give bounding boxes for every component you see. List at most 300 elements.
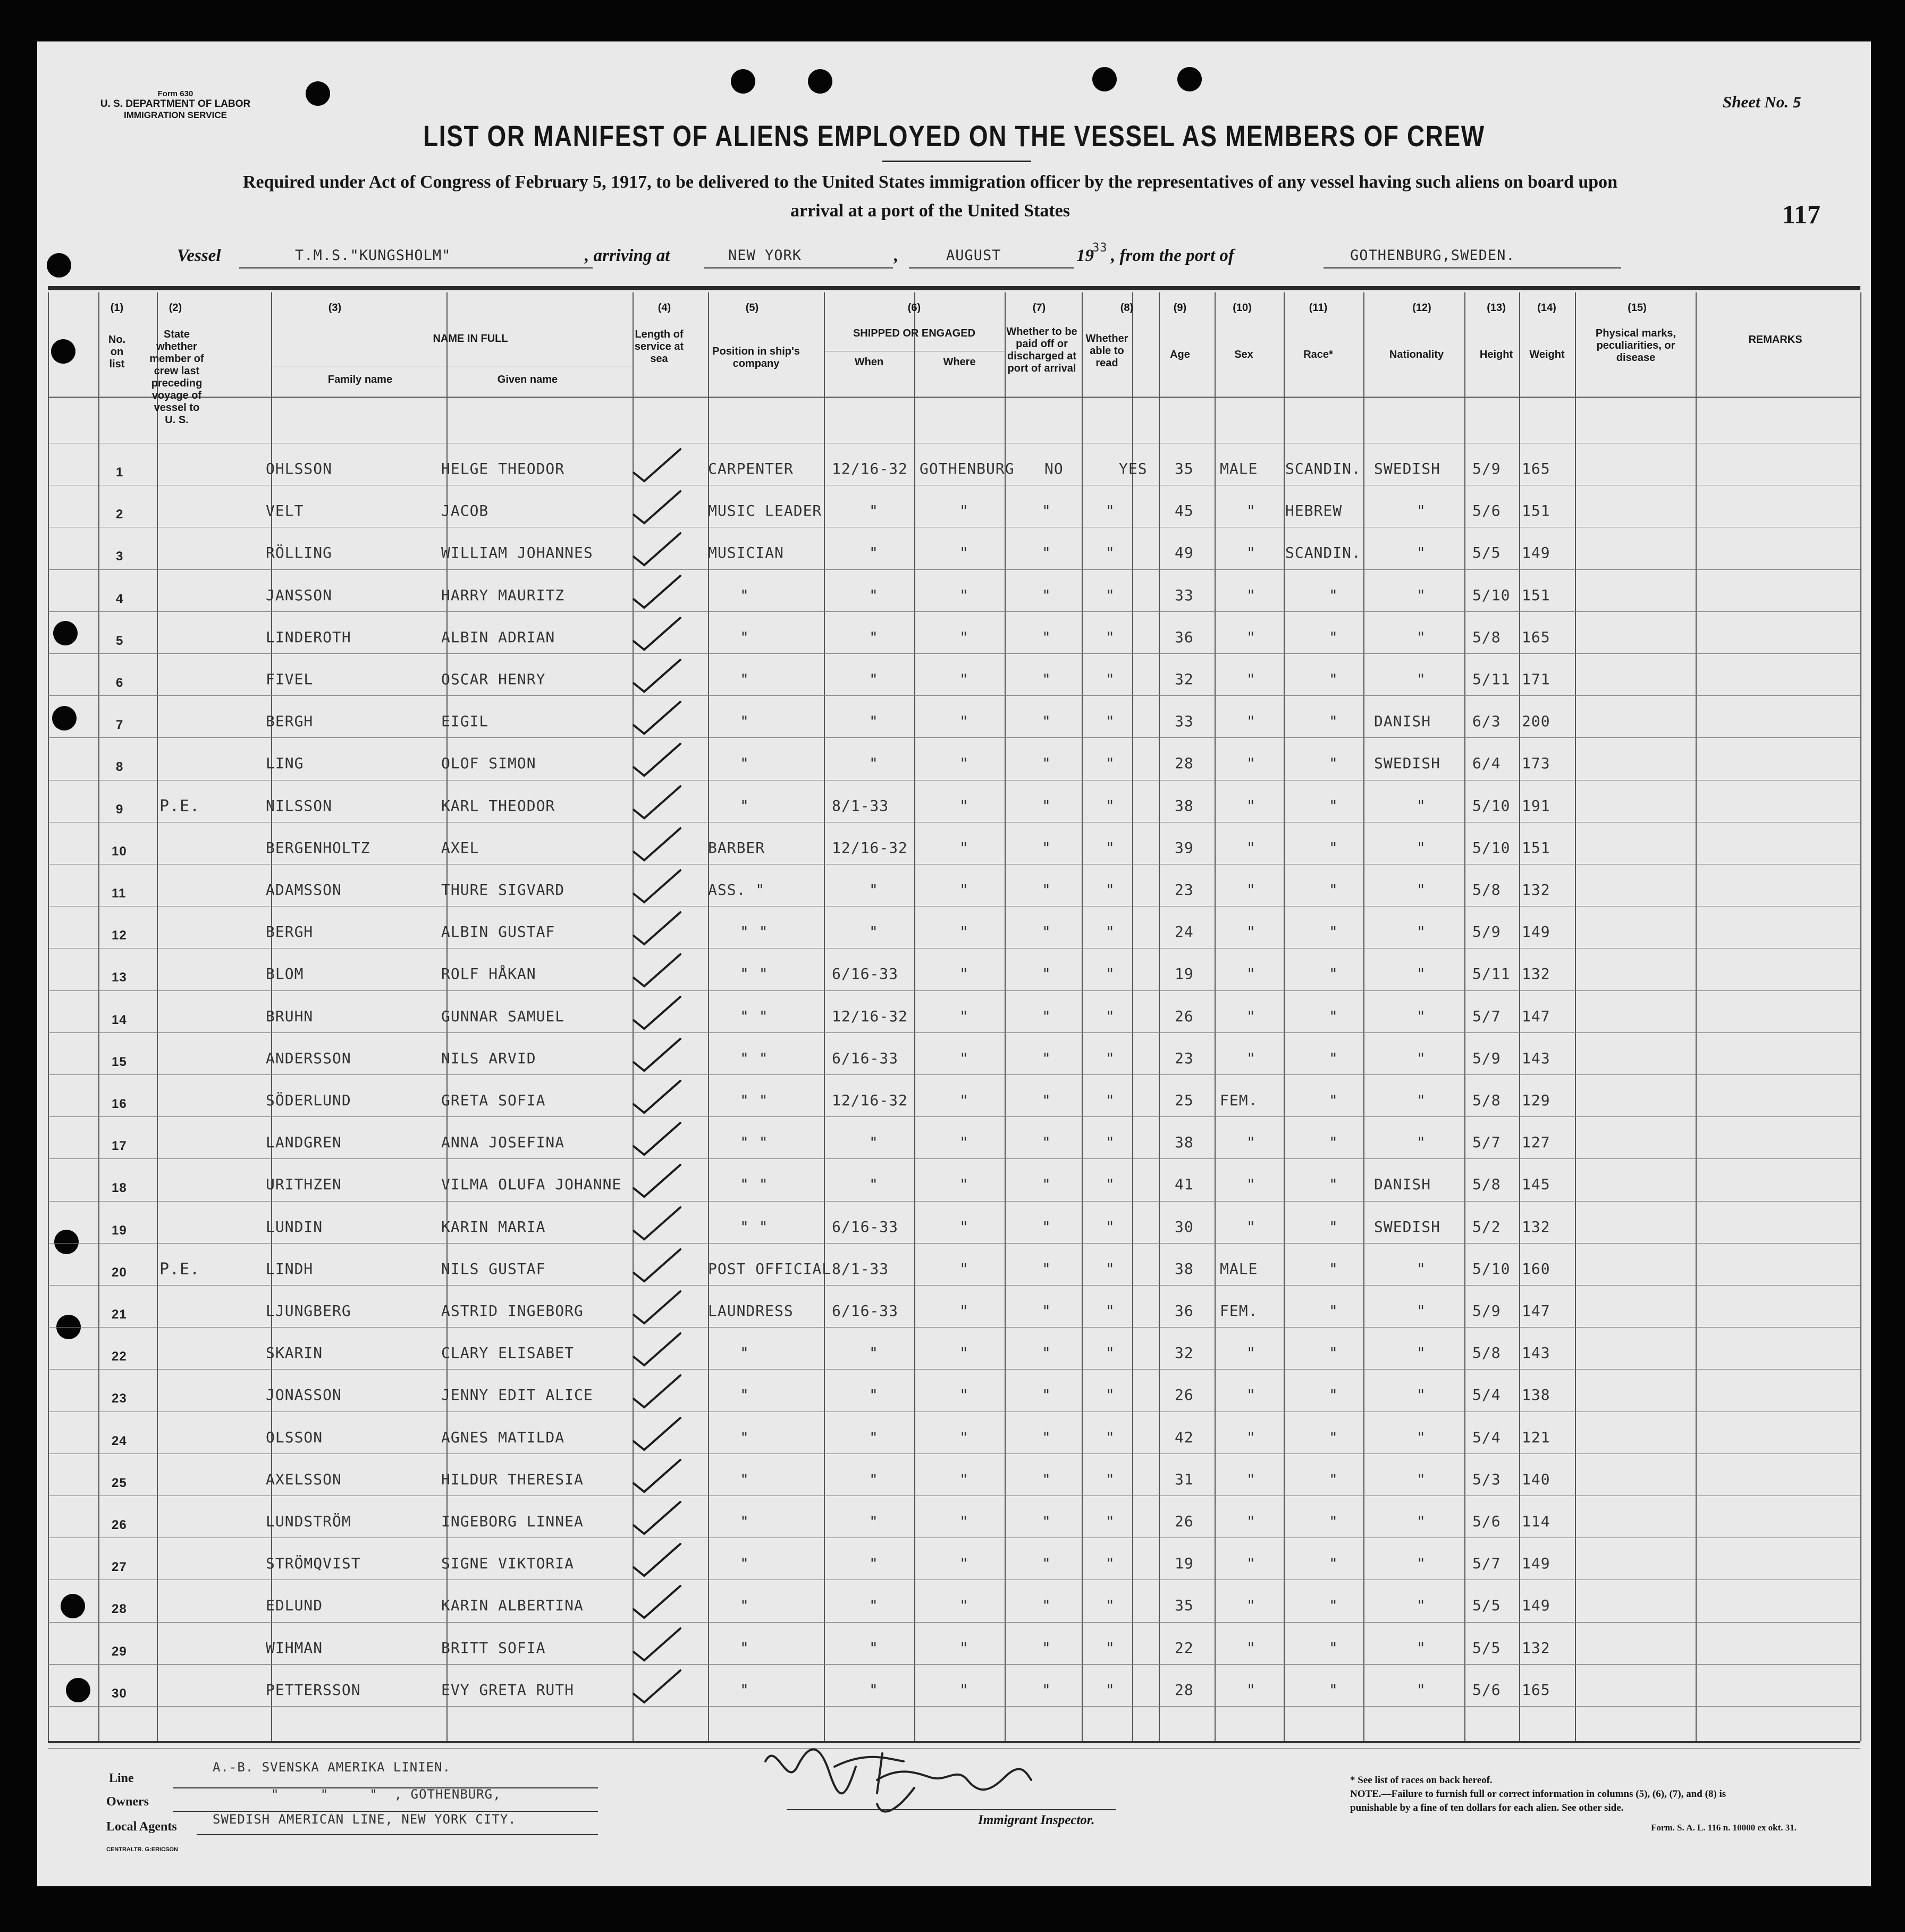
cell-race: HEBREW bbox=[1285, 502, 1343, 520]
table-row bbox=[37, 1032, 1871, 1074]
arrival-port: NEW YORK bbox=[728, 247, 802, 264]
cell-given: OLOF SIMON bbox=[441, 754, 536, 772]
cell-height: 5/9 bbox=[1472, 1049, 1501, 1067]
cell-read: " bbox=[1106, 1133, 1115, 1152]
cell-family: OLSSON bbox=[266, 1428, 323, 1446]
cell-when: " bbox=[869, 1133, 879, 1152]
cell-where: " bbox=[959, 544, 969, 562]
table-row bbox=[37, 1412, 1871, 1453]
cell-weight: 151 bbox=[1522, 586, 1550, 604]
cell-position: CARPENTER bbox=[708, 460, 794, 477]
punch-hole bbox=[1177, 67, 1202, 91]
cell-paid: " bbox=[1042, 1470, 1051, 1488]
cell-where: " bbox=[959, 1007, 969, 1025]
cell-weight: 149 bbox=[1522, 1597, 1550, 1615]
table-row bbox=[37, 1243, 1871, 1284]
cell-family: BLOM bbox=[266, 965, 304, 983]
cell-age: 23 bbox=[1175, 881, 1194, 898]
service-checkmark bbox=[622, 995, 686, 1032]
cell-paid: " bbox=[1042, 712, 1051, 730]
table-row bbox=[37, 569, 1871, 611]
row-number: 4 bbox=[116, 591, 124, 606]
row-number: 25 bbox=[112, 1475, 127, 1490]
cell-given: ROLF HÅKAN bbox=[441, 965, 536, 983]
cell-nationality: " bbox=[1417, 1049, 1426, 1067]
cell-given: KARIN MARIA bbox=[441, 1217, 546, 1236]
col-num-15: (15) bbox=[1628, 302, 1647, 314]
cell-race: " bbox=[1329, 796, 1338, 814]
cell-weight: 165 bbox=[1522, 1681, 1550, 1699]
cell-sex: " bbox=[1246, 1513, 1256, 1530]
cell-position: " bbox=[740, 670, 749, 688]
cell-weight: 147 bbox=[1522, 1007, 1550, 1025]
col-num-10: (10) bbox=[1233, 302, 1252, 314]
cell-read: " bbox=[1106, 796, 1115, 814]
col-num-6: (6) bbox=[907, 302, 921, 314]
service-checkmark bbox=[622, 616, 686, 653]
cell-race: " bbox=[1329, 1217, 1338, 1236]
cell-race: " bbox=[1329, 1049, 1338, 1067]
cell-read: " bbox=[1106, 1597, 1115, 1615]
cell-age: 36 bbox=[1175, 628, 1194, 646]
cell-nationality: " bbox=[1417, 1091, 1426, 1109]
cell-when: " bbox=[869, 754, 879, 772]
cell-weight: 171 bbox=[1522, 670, 1550, 688]
table-row bbox=[37, 1285, 1871, 1326]
cell-sex: FEM. bbox=[1220, 1302, 1258, 1320]
subtitle-line-1: Required under Act of Congress of February 5, 1917, to be delivered to the United States immigration officer by the representatives of any vessel having such aliens on board upon bbox=[242, 172, 1618, 192]
cell-read: " bbox=[1106, 1302, 1115, 1320]
cell-sex: MALE bbox=[1220, 1259, 1258, 1278]
arrival-month-line bbox=[909, 267, 1074, 268]
col-header-number: No. on list bbox=[108, 334, 126, 370]
cell-position: " " bbox=[740, 1091, 769, 1109]
cell-race: " bbox=[1329, 1344, 1338, 1362]
cell-height: 5/9 bbox=[1472, 923, 1501, 941]
cell-when: " bbox=[869, 1175, 879, 1194]
cell-nationality: " bbox=[1417, 1386, 1426, 1404]
punch-hole bbox=[306, 81, 330, 106]
cell-height: 5/10 bbox=[1472, 586, 1511, 604]
cell-nationality: " bbox=[1417, 1302, 1426, 1320]
col-num-13: (13) bbox=[1487, 302, 1506, 314]
cell-position: " " bbox=[740, 1133, 769, 1152]
cell-where: " bbox=[959, 1302, 969, 1320]
cell-when: " bbox=[869, 1555, 879, 1573]
footnotes bbox=[1350, 1774, 1754, 1815]
cell-paid: " bbox=[1042, 1513, 1051, 1530]
inspector-underline bbox=[787, 1809, 1116, 1810]
cell-read: " bbox=[1106, 1175, 1115, 1194]
cell-age: 33 bbox=[1175, 712, 1194, 730]
cell-position: " " bbox=[740, 1049, 769, 1067]
cell-family: VELT bbox=[266, 502, 304, 520]
cell-height: 5/2 bbox=[1472, 1217, 1501, 1236]
owners-value: " " " , GOTHENBURG, bbox=[271, 1787, 501, 1802]
cell-paid: " bbox=[1042, 1555, 1051, 1573]
cell-when: 8/1-33 bbox=[832, 1259, 889, 1278]
immigrant-inspector-label: Immigrant Inspector. bbox=[978, 1813, 1095, 1827]
vessel-label: Vessel bbox=[177, 246, 221, 265]
cell-read: " bbox=[1106, 1555, 1115, 1573]
punch-hole bbox=[808, 69, 832, 94]
cell-age: 35 bbox=[1175, 460, 1194, 477]
cell-height: 5/9 bbox=[1472, 1302, 1501, 1320]
cell-nationality: " bbox=[1417, 838, 1426, 856]
cell-when: " bbox=[869, 712, 879, 730]
cell-sex: " bbox=[1246, 881, 1256, 898]
cell-position: " bbox=[740, 1470, 749, 1488]
cell-sex: " bbox=[1246, 502, 1256, 520]
sheet-number bbox=[1723, 93, 1802, 112]
cell-read: " bbox=[1106, 838, 1115, 856]
cell-family: LING bbox=[266, 754, 304, 772]
arrival-month: AUGUST bbox=[946, 247, 1001, 264]
service-checkmark bbox=[622, 1289, 686, 1326]
cell-when: " bbox=[869, 1639, 879, 1657]
cell-family: WIHMAN bbox=[266, 1639, 323, 1657]
table-row bbox=[37, 948, 1871, 989]
service-checkmark bbox=[622, 574, 686, 611]
cell-paid: " bbox=[1042, 1007, 1051, 1025]
col-num-8: (8) bbox=[1120, 302, 1134, 314]
cell-race: " bbox=[1329, 923, 1338, 941]
cell-position: " " bbox=[740, 1007, 769, 1025]
row-rule bbox=[48, 1706, 1860, 1707]
cell-given: EVY GRETA RUTH bbox=[441, 1681, 575, 1699]
cell-read: " bbox=[1106, 712, 1115, 730]
cell-family: ANDERSSON bbox=[266, 1049, 351, 1067]
cell-height: 5/8 bbox=[1472, 1175, 1501, 1194]
line-label: Line bbox=[109, 1771, 134, 1785]
cell-sex: " bbox=[1246, 1386, 1256, 1404]
cell-nationality: " bbox=[1417, 1639, 1426, 1657]
cell-where: " bbox=[959, 502, 969, 520]
cell-age: 38 bbox=[1175, 796, 1194, 814]
cell-where: " bbox=[959, 1091, 969, 1109]
row-number: 10 bbox=[112, 844, 127, 859]
cell-position: " bbox=[740, 628, 749, 646]
row-number: 27 bbox=[112, 1560, 127, 1575]
cell-position: " bbox=[740, 586, 749, 604]
row-number: 18 bbox=[112, 1181, 127, 1196]
cell-race: " bbox=[1329, 670, 1338, 688]
cell-family: EDLUND bbox=[266, 1597, 323, 1615]
form-number: Form. S. A. L. 116 n. 10000 ex okt. 31. bbox=[1651, 1822, 1797, 1833]
cell-when: 12/16-32 bbox=[832, 460, 908, 477]
cell-given: THURE SIGVARD bbox=[441, 881, 565, 898]
service-checkmark bbox=[622, 1247, 686, 1284]
cell-weight: 132 bbox=[1522, 881, 1550, 898]
cell-family: LJUNGBERG bbox=[266, 1302, 351, 1320]
cell-position: MUSIC LEADER bbox=[708, 502, 822, 520]
cell-weight: 165 bbox=[1522, 460, 1550, 477]
cell-age: 45 bbox=[1175, 502, 1194, 520]
year-suffix: 33 bbox=[1092, 241, 1108, 255]
cell-nationality: " bbox=[1417, 1259, 1426, 1278]
col-header-position: Position in ship's company bbox=[712, 346, 800, 369]
row-number: 15 bbox=[112, 1054, 127, 1069]
cell-race: " bbox=[1329, 754, 1338, 772]
cell-paid: " bbox=[1042, 1344, 1051, 1362]
cell-where: " bbox=[959, 838, 969, 856]
cell-nationality: DANISH bbox=[1374, 712, 1431, 730]
table-row bbox=[37, 780, 1871, 821]
col-num-12: (12) bbox=[1412, 302, 1431, 314]
row-number: 11 bbox=[112, 886, 127, 901]
cell-where: " bbox=[959, 1175, 969, 1194]
cell-position: " bbox=[740, 1555, 749, 1573]
cell-height: 5/6 bbox=[1472, 1513, 1501, 1530]
cell-sex: " bbox=[1246, 754, 1256, 772]
from-port-label: , from the port of bbox=[1111, 246, 1234, 265]
row-number: 26 bbox=[112, 1518, 127, 1532]
cell-weight: 149 bbox=[1522, 1555, 1550, 1573]
col-num-5: (5) bbox=[745, 302, 759, 314]
cell-nationality: " bbox=[1417, 1428, 1426, 1446]
row-number: 19 bbox=[112, 1223, 127, 1238]
col-header-nationality: Nationality bbox=[1389, 349, 1444, 360]
cell-family: AXELSSON bbox=[266, 1470, 342, 1488]
col-header-remarks: REMARKS bbox=[1748, 334, 1802, 346]
cell-given: ALBIN ADRIAN bbox=[441, 628, 555, 646]
table-row bbox=[37, 1327, 1871, 1368]
cell-nationality: " bbox=[1417, 1555, 1426, 1573]
row-number: 5 bbox=[116, 633, 124, 648]
row-number: 28 bbox=[112, 1602, 127, 1617]
cell-read: " bbox=[1106, 923, 1115, 941]
cell-where: " bbox=[959, 1681, 969, 1699]
cell-given: ALBIN GUSTAF bbox=[441, 923, 555, 941]
departure-port: GOTHENBURG,SWEDEN. bbox=[1350, 247, 1515, 264]
cell-paid: " bbox=[1042, 1175, 1051, 1194]
table-row bbox=[37, 611, 1871, 653]
cell-when: " bbox=[869, 586, 879, 604]
cell-race: " bbox=[1329, 1007, 1338, 1025]
cell-sex: " bbox=[1246, 838, 1256, 856]
cell-where: " bbox=[959, 628, 969, 646]
cell-given: ASTRID INGEBORG bbox=[441, 1302, 584, 1320]
cell-where: " bbox=[959, 1513, 969, 1530]
cell-nationality: " bbox=[1417, 881, 1426, 898]
table-row bbox=[37, 1454, 1871, 1495]
local-agents-underline bbox=[197, 1834, 598, 1835]
service-checkmark bbox=[622, 1163, 686, 1200]
cell-when: " bbox=[869, 1428, 879, 1446]
sheet-number-value: 5 bbox=[1792, 95, 1802, 111]
cell-when: 6/16-33 bbox=[832, 1302, 899, 1320]
cell-family: NILSSON bbox=[266, 796, 333, 814]
table-row bbox=[37, 1580, 1871, 1621]
cell-read: YES bbox=[1119, 460, 1148, 477]
cell-weight: 127 bbox=[1522, 1133, 1550, 1152]
cell-age: 28 bbox=[1175, 1681, 1194, 1699]
cell-race: " bbox=[1329, 586, 1338, 604]
cell-when: " bbox=[869, 1681, 879, 1699]
cell-given: HARRY MAURITZ bbox=[441, 586, 565, 604]
cell-given: VILMA OLUFA JOHANNE bbox=[441, 1175, 622, 1194]
cell-given: INGEBORG LINNEA bbox=[441, 1513, 584, 1530]
col-num-1: (1) bbox=[110, 302, 124, 314]
cell-family: SKARIN bbox=[266, 1344, 323, 1362]
cell-read: " bbox=[1106, 1639, 1115, 1657]
cell-race: " bbox=[1329, 1513, 1338, 1530]
cell-paid: " bbox=[1042, 881, 1051, 898]
line-value: A.-B. SVENSKA AMERIKA LINIEN. bbox=[213, 1760, 451, 1775]
punch-hole bbox=[51, 339, 75, 364]
cell-weight: 160 bbox=[1522, 1259, 1550, 1278]
cell-position: " " bbox=[740, 923, 769, 941]
cell-weight: 151 bbox=[1522, 838, 1550, 856]
col-header-length-of-service: Length of service at sea bbox=[634, 329, 684, 365]
row-number: 20 bbox=[112, 1265, 127, 1280]
cell-height: 5/3 bbox=[1472, 1470, 1501, 1488]
cell-weight: 145 bbox=[1522, 1175, 1550, 1194]
service-name: IMMIGRATION SERVICE bbox=[124, 110, 227, 121]
cell-height: 5/10 bbox=[1472, 838, 1511, 856]
cell-sex: " bbox=[1246, 1217, 1256, 1236]
cell-read: " bbox=[1106, 1386, 1115, 1404]
cell-sex: " bbox=[1246, 1681, 1256, 1699]
cell-paid: " bbox=[1042, 1217, 1051, 1236]
cell-family: PETTERSSON bbox=[266, 1681, 361, 1699]
cell-when: " bbox=[869, 544, 879, 562]
cell-age: 36 bbox=[1175, 1302, 1194, 1320]
cell-position: LAUNDRESS bbox=[708, 1302, 794, 1320]
col-header-paid-off: Whether to be paid off or discharged at port of arrival bbox=[1006, 326, 1077, 374]
cell-position: " bbox=[740, 1428, 749, 1446]
cell-where: " bbox=[959, 1470, 969, 1488]
cell-nationality: " bbox=[1417, 1597, 1426, 1615]
cell-race: SCANDIN. bbox=[1285, 544, 1361, 562]
cell-race: " bbox=[1329, 712, 1338, 730]
table-row bbox=[37, 1201, 1871, 1242]
punch-hole bbox=[731, 69, 755, 94]
cell-when: " bbox=[869, 628, 879, 646]
race-footnote: * See list of races on back hereof. bbox=[1350, 1775, 1493, 1786]
cell-prev: P.E. bbox=[159, 796, 200, 816]
cell-race: SCANDIN. bbox=[1285, 460, 1361, 477]
cell-given: BRITT SOFIA bbox=[441, 1639, 546, 1657]
table-row bbox=[37, 1664, 1871, 1706]
cell-read: " bbox=[1106, 1049, 1115, 1067]
row-number: 29 bbox=[112, 1644, 127, 1659]
punch-hole bbox=[47, 253, 71, 278]
cell-read: " bbox=[1106, 502, 1115, 520]
row-number: 16 bbox=[112, 1097, 127, 1111]
service-checkmark bbox=[622, 742, 686, 779]
cell-age: 38 bbox=[1175, 1259, 1194, 1278]
service-checkmark bbox=[622, 1668, 686, 1706]
cell-paid: " bbox=[1042, 965, 1051, 983]
cell-position: POST OFFICIAL bbox=[708, 1259, 832, 1278]
col-header-physical-marks: Physical marks, peculiarities, or disease bbox=[1595, 327, 1676, 364]
cell-when: 12/16-32 bbox=[832, 838, 908, 856]
cell-height: 5/6 bbox=[1472, 502, 1501, 520]
cell-where: " bbox=[959, 586, 969, 604]
cell-when: 6/16-33 bbox=[832, 1049, 899, 1067]
service-checkmark bbox=[622, 1079, 686, 1116]
cell-paid: " bbox=[1042, 1133, 1051, 1152]
cell-family: BERGH bbox=[266, 923, 314, 941]
cell-given: KARL THEODOR bbox=[441, 796, 555, 814]
cell-weight: 121 bbox=[1522, 1428, 1550, 1446]
col-num-4: (4) bbox=[658, 302, 671, 314]
cell-weight: 149 bbox=[1522, 923, 1550, 941]
cell-age: 24 bbox=[1175, 923, 1194, 941]
cell-sex: " bbox=[1246, 1175, 1256, 1194]
col-header-age: Age bbox=[1170, 349, 1190, 360]
cell-family: BERGH bbox=[266, 712, 314, 730]
cell-family: LINDH bbox=[266, 1259, 314, 1278]
cell-age: 26 bbox=[1175, 1007, 1194, 1025]
cell-height: 5/8 bbox=[1472, 628, 1501, 646]
cell-sex: " bbox=[1246, 544, 1256, 562]
cell-age: 19 bbox=[1175, 965, 1194, 983]
cell-weight: 138 bbox=[1522, 1386, 1550, 1404]
cell-paid: " bbox=[1042, 923, 1051, 941]
cell-given: KARIN ALBERTINA bbox=[441, 1597, 584, 1615]
local-agents-label: Local Agents bbox=[106, 1820, 177, 1834]
service-checkmark bbox=[622, 700, 686, 737]
cell-given: ANNA JOSEFINA bbox=[441, 1133, 565, 1152]
cell-paid: " bbox=[1042, 586, 1051, 604]
service-checkmark bbox=[622, 1458, 686, 1495]
table-row bbox=[37, 1116, 1871, 1158]
cell-sex: " bbox=[1246, 1470, 1256, 1488]
col-header-given-name: Given name bbox=[497, 374, 558, 385]
header-bottom-rule bbox=[48, 397, 1860, 398]
cell-read: " bbox=[1106, 670, 1115, 688]
cell-race: " bbox=[1329, 838, 1338, 856]
cell-sex: " bbox=[1246, 1049, 1256, 1067]
cell-nationality: " bbox=[1417, 1133, 1426, 1152]
cell-sex: " bbox=[1246, 628, 1256, 646]
cell-family: LINDEROTH bbox=[266, 628, 351, 646]
service-checkmark bbox=[622, 1626, 686, 1664]
cell-age: 30 bbox=[1175, 1217, 1194, 1236]
cell-given: JACOB bbox=[441, 502, 489, 520]
cell-read: " bbox=[1106, 1344, 1115, 1362]
service-checkmark bbox=[622, 1542, 686, 1579]
table-row bbox=[37, 485, 1871, 526]
cell-read: " bbox=[1106, 586, 1115, 604]
cell-race: " bbox=[1329, 1091, 1338, 1109]
comma-separator: , bbox=[894, 246, 899, 265]
cell-paid: " bbox=[1042, 1386, 1051, 1404]
col-header-sex: Sex bbox=[1234, 349, 1253, 360]
col-num-7: (7) bbox=[1032, 302, 1046, 314]
cell-position: BARBER bbox=[708, 838, 765, 856]
cell-family: LUNDIN bbox=[266, 1217, 323, 1236]
cell-nationality: " bbox=[1417, 1007, 1426, 1025]
cell-nationality: " bbox=[1417, 965, 1426, 983]
cell-when: 6/16-33 bbox=[832, 965, 899, 983]
cell-when: " bbox=[869, 1470, 879, 1488]
cell-paid: " bbox=[1042, 754, 1051, 772]
cell-height: 6/4 bbox=[1472, 754, 1501, 772]
cell-paid: " bbox=[1042, 1302, 1051, 1320]
cell-when: 6/16-33 bbox=[832, 1217, 899, 1236]
service-checkmark bbox=[622, 1037, 686, 1074]
vessel-name-line bbox=[239, 267, 593, 268]
cell-when: 12/16-32 bbox=[832, 1091, 908, 1109]
cell-nationality: " bbox=[1417, 1344, 1426, 1362]
arrival-port-line bbox=[704, 267, 893, 268]
col-header-race: Race* bbox=[1303, 349, 1333, 360]
cell-sex: " bbox=[1246, 1428, 1256, 1446]
cell-nationality: " bbox=[1417, 1513, 1426, 1530]
